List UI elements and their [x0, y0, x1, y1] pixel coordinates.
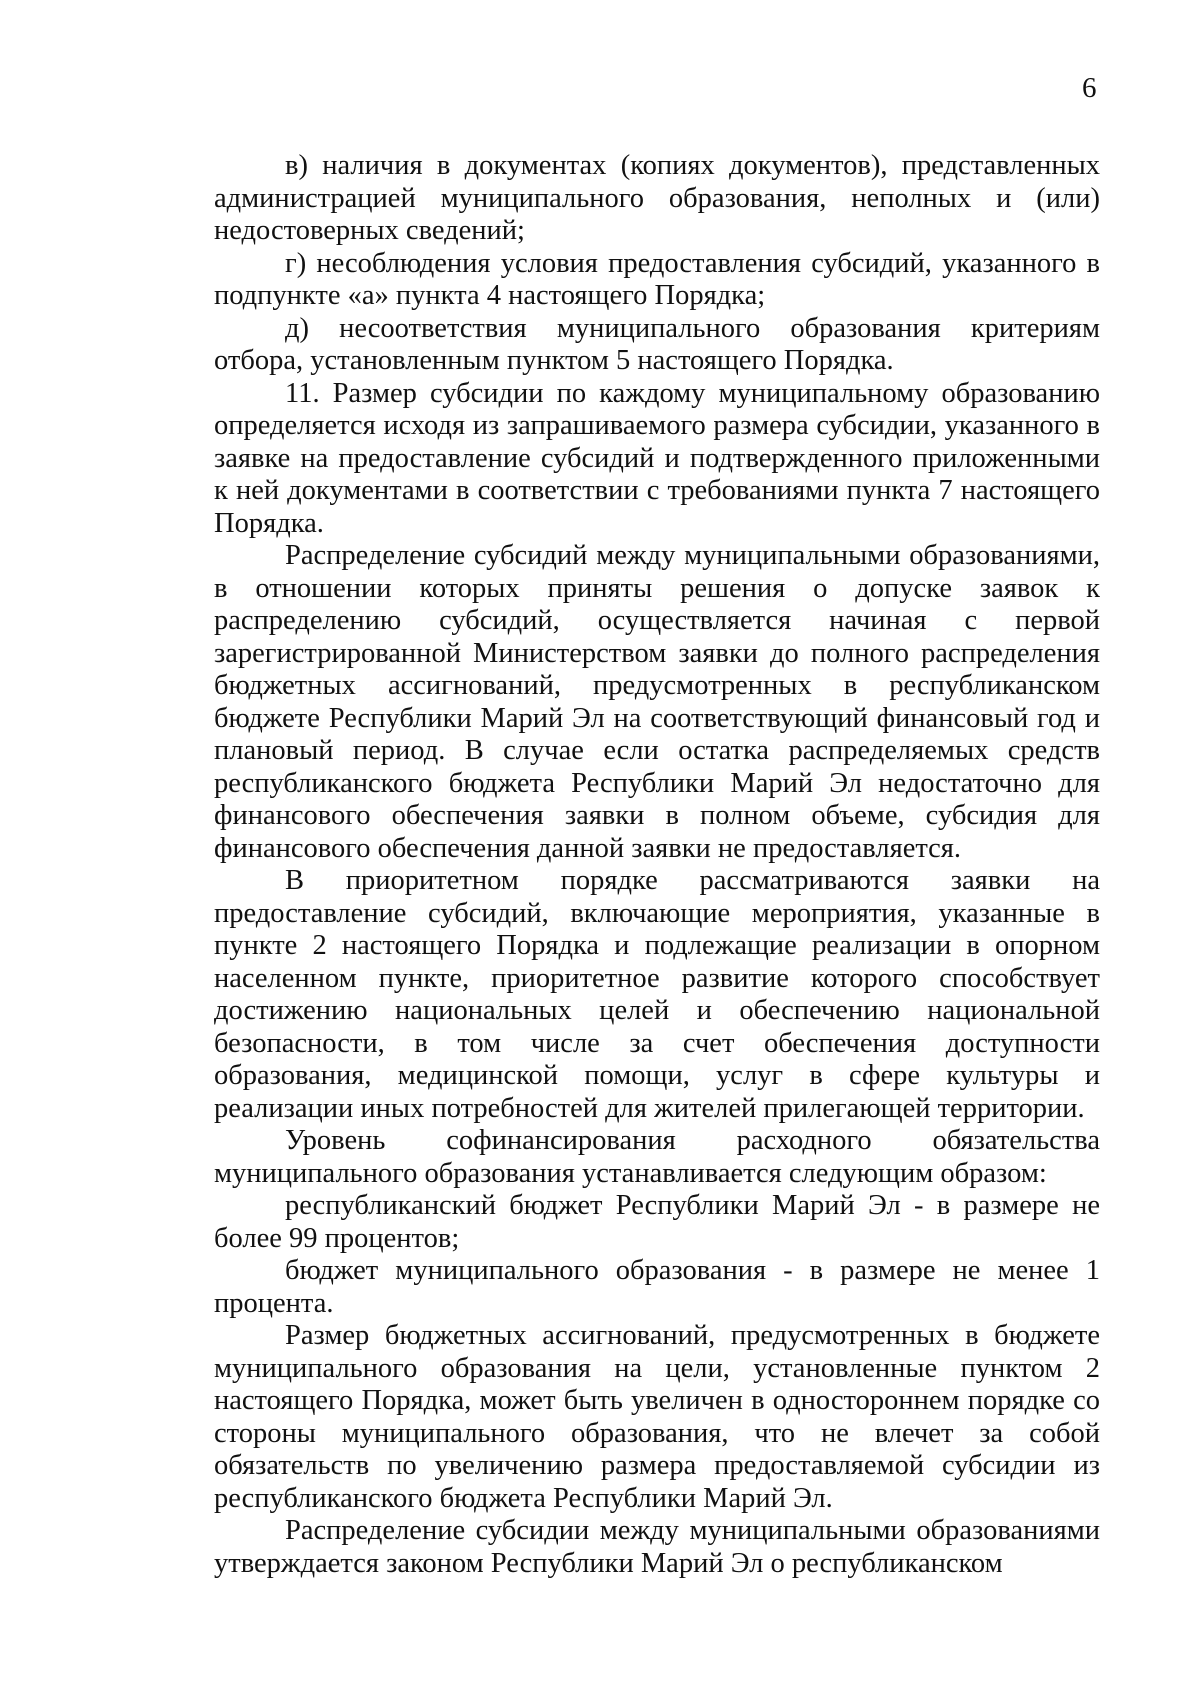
paragraph-point-11: 11. Размер субсидии по каждому муниципальному образованию определяется исходя из запрашиваемого размера субсидии, указанного в заявке на предоставление субсидий и подтвержденного приложенными к ней документами в соответствии с требованиями пункта 7 настоящего Порядка. — [214, 377, 1100, 539]
paragraph-budget-increase: Размер бюджетных ассигнований, предусмотренных в бюджете муниципального образования на цели, установленные пунктом 2 настоящего Порядка, может быть увеличен в одностороннем порядке со стороны муниципального образования, что не влечет за собой обязательств по увеличению размера предоставляемой субсидии из республиканского бюджета Республики Марий Эл. — [214, 1320, 1100, 1514]
page-number: 6 — [1082, 72, 1097, 104]
document-body — [214, 150, 1100, 1580]
paragraph-item-g: г) несоблюдения условия предоставления субсидий, указанного в подпункте «а» пункта 4 настоящего Порядка; — [214, 247, 1100, 311]
paragraph-item-d: д) несоответствия муниципального образования критериям отбора, установленным пунктом 5 настоящего Порядка. — [214, 312, 1100, 376]
paragraph-item-v: в) наличия в документах (копиях документов), представленных администрацией муниципального образования, неполных и (или) недостоверных сведений; — [214, 150, 1100, 246]
paragraph-priority: В приоритетном порядке рассматриваются заявки на предоставление субсидий, включающие мероприятия, указанные в пункте 2 настоящего Порядка и подлежащие реализации в опорном населенном пункте, приоритетное развитие которого способствует достижению национальных целей и обеспечению национальной безопасности, в том числе за счет обеспечения доступности образования, медицинской помощи, услуг в сфере культуры и реализации иных потребностей для жителей прилегающей территории. — [214, 865, 1100, 1124]
paragraph-distribution: Распределение субсидий между муниципальными образованиями, в отношении которых приняты решения о допуске заявок к распределению субсидий, осуществляется начиная с первой зарегистрированной Министерством заявки до полного распределения бюджетных ассигнований, предусмотренных в республиканском бюджете Республики Марий Эл на соответствующий финансовый год и плановый период. В случае если остатка распределяемых средств республиканского бюджета Республики Марий Эл недостаточно для финансового обеспечения заявки в полном объеме, субсидия для финансового обеспечения данной заявки не предоставляется. — [214, 540, 1100, 864]
paragraph-municipal-budget: бюджет муниципального образования - в размере не менее 1 процента. — [214, 1255, 1100, 1319]
paragraph-law-approval: Распределение субсидии между муниципальными образованиями утверждается законом Республики Марий Эл о республиканском — [214, 1515, 1100, 1579]
paragraph-republic-budget: республиканский бюджет Республики Марий Эл - в размере не более 99 процентов; — [214, 1190, 1100, 1254]
paragraph-cofinancing: Уровень софинансирования расходного обязательства муниципального образования устанавливается следующим образом: — [214, 1125, 1100, 1189]
